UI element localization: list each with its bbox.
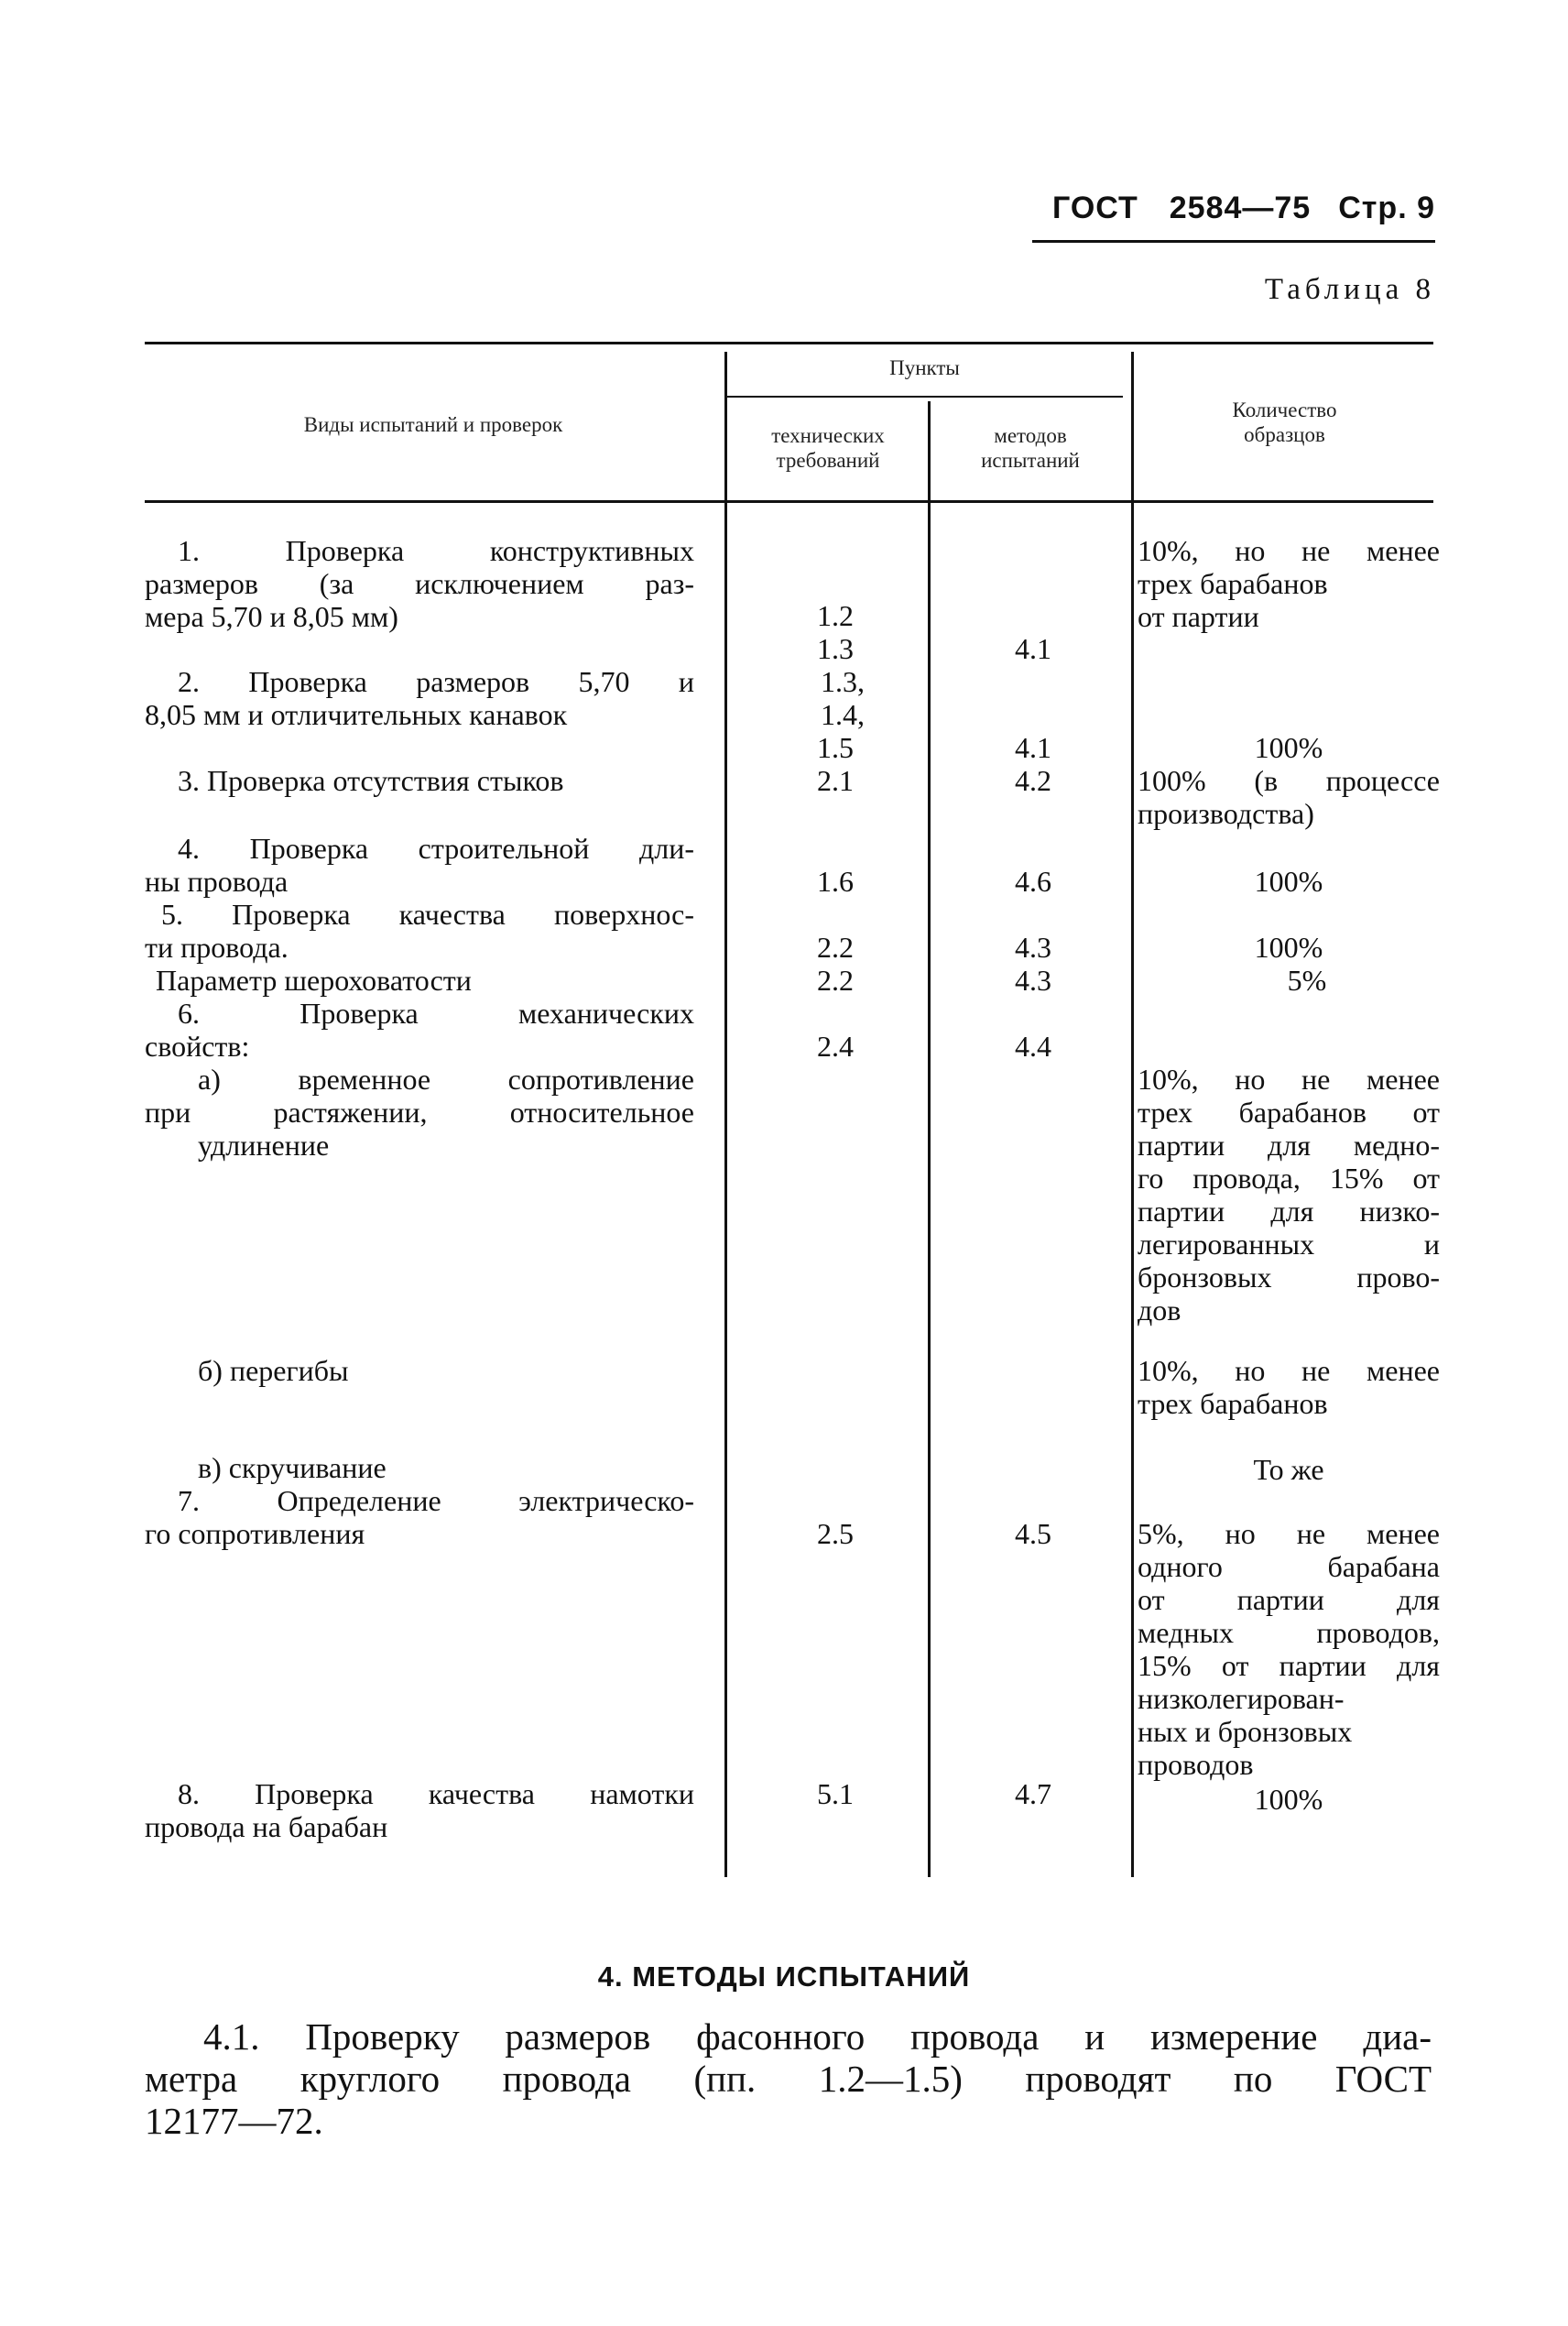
text-line: 100%: [1254, 865, 1323, 898]
text-line: 4. Проверка строительной дли-: [178, 832, 694, 865]
text-line: в) скручивание: [198, 1451, 387, 1484]
method-4-5: 4.5: [1015, 1517, 1051, 1550]
qty-row-3: [1138, 764, 1440, 830]
text-line: проводов: [1138, 1748, 1254, 1781]
row-6b-kind: [145, 1354, 694, 1387]
header-bottom-rule: [145, 500, 1433, 503]
row-3-kind: [145, 764, 694, 797]
header-kind: Виды испытаний и проверок: [303, 413, 563, 436]
qty-row-1: [1138, 534, 1440, 633]
text-line: удлинение: [198, 1129, 330, 1162]
section-title: 4. МЕТОДЫ ИСПЫТАНИЙ: [597, 1960, 971, 1993]
text-line: ны провода: [145, 865, 289, 898]
text-line: 4.1. Проверку размеров фасонного провода и измерение диа-: [203, 2015, 1432, 2058]
method-4-7: 4.7: [1015, 1777, 1051, 1810]
row-1-kind: [145, 534, 694, 633]
running-header: [1052, 191, 1435, 226]
col-divider-3: [1131, 352, 1134, 1877]
text-line: 100%: [1254, 931, 1323, 964]
header-points: Пункты: [889, 356, 960, 379]
row-6-kind: [145, 997, 694, 1063]
qty-row-5: [1138, 931, 1440, 964]
text-line: трех барабанов: [1138, 1387, 1328, 1420]
points-subheader-rule: [726, 396, 1123, 398]
text-line: мера 5,70 и 8,05 мм): [145, 600, 398, 633]
tech-1-3: 1.3: [817, 632, 854, 665]
text-line: 10%, но не менее: [1138, 1354, 1440, 1387]
text-line: ти провода.: [145, 931, 289, 964]
header-qty-line1: Количество: [1232, 399, 1337, 421]
text-line: свойств:: [145, 1030, 250, 1063]
paragraph-4-1: [145, 2015, 1432, 2142]
header-methods: [931, 423, 1130, 473]
text-line: легированных и: [1138, 1228, 1440, 1261]
text-line: 5%: [1287, 964, 1327, 997]
qty-row-7: [1138, 1517, 1440, 1781]
header-qty-line2: образцов: [1244, 423, 1325, 446]
text-line: го сопротивления: [145, 1517, 365, 1550]
tech-1-2: 1.2: [817, 599, 854, 632]
text-line: ных и бронзовых: [1138, 1715, 1353, 1748]
table-label: Таблица 8: [1264, 273, 1435, 306]
text-line: 8. Проверка качества намотки: [178, 1777, 694, 1810]
text-line: бронзовых прово-: [1138, 1261, 1440, 1294]
text-line: 100%: [1254, 731, 1323, 764]
text-line: 100%: [1254, 1783, 1323, 1816]
qty-row-6v: [1138, 1453, 1440, 1486]
qty-row-6b: [1138, 1354, 1440, 1420]
text-line: го провода, 15% от: [1138, 1162, 1440, 1195]
text-line: 2. Проверка размеров 5,70 и: [178, 665, 694, 698]
method-4-1-a: 4.1: [1015, 632, 1051, 665]
text-line: метра круглого провода (пп. 1.2—1.5) проводят по ГОСТ: [145, 2058, 1432, 2100]
qty-row-8: [1138, 1783, 1440, 1816]
text-line: 6. Проверка механических: [178, 997, 694, 1030]
text-line: 12177—72.: [145, 2100, 323, 2142]
row-8-kind: [145, 1777, 694, 1843]
text-line: производства): [1138, 797, 1314, 830]
text-line: 10%, но не менее: [1138, 534, 1440, 567]
text-line: партии для низко-: [1138, 1195, 1440, 1228]
standard-number: 2584—75: [1169, 191, 1312, 225]
method-4-4: 4.4: [1015, 1030, 1051, 1063]
tech-1-5: 1.5: [817, 731, 854, 764]
qty-row-2: [1138, 731, 1440, 764]
row-2-kind: [145, 665, 694, 731]
text-line: б) перегибы: [198, 1354, 349, 1387]
tech-1-6: 1.6: [817, 865, 854, 898]
table-top-rule: [145, 342, 1433, 344]
text-line: низколегирован-: [1138, 1682, 1345, 1715]
text-line: 5. Проверка качества поверхнос-: [161, 898, 694, 931]
tech-2-2-a: 2.2: [817, 931, 854, 964]
text-line: медных проводов,: [1138, 1616, 1440, 1649]
text-line: дов: [1138, 1294, 1181, 1327]
text-line: 10%, но не менее: [1138, 1063, 1440, 1096]
tech-2-4: 2.4: [817, 1030, 854, 1063]
text-line: 8,05 мм и отличительных канавок: [145, 698, 568, 731]
method-4-6: 4.6: [1015, 865, 1051, 898]
row-6v-kind: [145, 1451, 694, 1484]
method-4-3-a: 4.3: [1015, 931, 1051, 964]
tech-2-1: 2.1: [817, 764, 854, 797]
method-4-1-b: 4.1: [1015, 731, 1051, 764]
qty-row-roughness: [1156, 964, 1458, 997]
text-line: партии для медно-: [1138, 1129, 1440, 1162]
header-qty: [1136, 398, 1433, 447]
col-divider-2: [928, 401, 931, 1877]
text-line: 3. Проверка отсутствия стыков: [178, 764, 564, 797]
page-number: Стр. 9: [1338, 191, 1435, 225]
text-line: одного барабана: [1138, 1550, 1440, 1583]
qty-row-4: [1138, 865, 1440, 898]
text-line: 7. Определение электрическо-: [178, 1484, 694, 1517]
text-line: размеров (за исключением раз-: [145, 567, 694, 600]
row-4-kind: [145, 832, 694, 898]
tech-1-3-comma: 1.3,: [821, 665, 865, 698]
col-divider-1: [724, 352, 727, 1877]
standard-label: ГОСТ: [1052, 191, 1138, 225]
text-line: То же: [1253, 1453, 1324, 1486]
text-line: 15% от партии для: [1138, 1649, 1440, 1682]
row-roughness-kind: [145, 964, 694, 997]
text-line: трех барабанов: [1138, 567, 1328, 600]
text-line: 100% (в процессе: [1138, 764, 1440, 797]
tech-2-5: 2.5: [817, 1517, 854, 1550]
text-line: провода на барабан: [145, 1810, 388, 1843]
qty-row-6a: [1138, 1063, 1440, 1327]
text-line: 1. Проверка конструктивных: [178, 534, 694, 567]
tech-5-1: 5.1: [817, 1777, 854, 1810]
header-tech: [728, 423, 928, 473]
row-5-kind: [145, 898, 694, 964]
method-4-2: 4.2: [1015, 764, 1051, 797]
header-tech-line1: технических: [771, 424, 885, 447]
text-line: от партии для: [1138, 1583, 1440, 1616]
text-line: при растяжении, относительное: [145, 1096, 694, 1129]
row-7-kind: [145, 1484, 694, 1550]
tech-2-2-b: 2.2: [817, 964, 854, 997]
header-rule: [1032, 240, 1435, 243]
row-6a-kind: [145, 1063, 694, 1162]
text-line: от партии: [1138, 600, 1259, 633]
text-line: Параметр шероховатости: [156, 964, 472, 997]
tech-1-4: 1.4,: [821, 698, 865, 731]
header-methods-line2: испытаний: [981, 449, 1080, 472]
text-line: 5%, но не менее: [1138, 1517, 1440, 1550]
header-methods-line1: методов: [994, 424, 1067, 447]
text-line: трех барабанов от: [1138, 1096, 1440, 1129]
text-line: а) временное сопротивление: [198, 1063, 694, 1096]
header-tech-line2: требований: [776, 449, 880, 472]
method-4-3-b: 4.3: [1015, 964, 1051, 997]
